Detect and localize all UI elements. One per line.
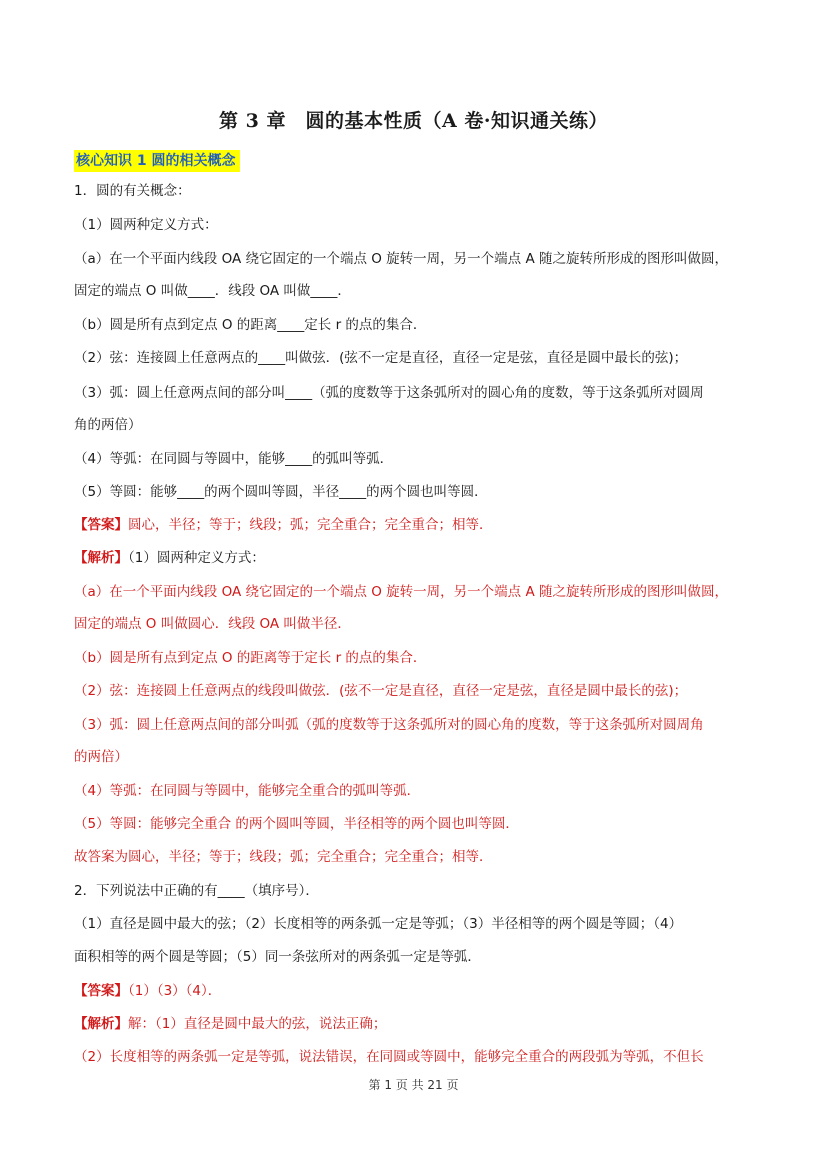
q2-analysis-head bbox=[74, 1013, 764, 1035]
answer-tag: 【答案】 bbox=[74, 983, 128, 999]
analysis-tag: 【解析】 bbox=[74, 550, 128, 566]
section-heading: 核心知识 1 圆的相关概念 bbox=[74, 150, 240, 172]
q1-analysis-head bbox=[74, 547, 764, 569]
analysis-text: 解：（1）直径是圆中最大的弦，说法正确； bbox=[128, 1016, 387, 1032]
q1-conclusion: 故答案为圆心，半径；等于；线段；弧；完全重合；完全重合；相等． bbox=[74, 849, 493, 865]
q1-line: （a）在一个平面内线段 OA 绕它固定的一个端点 O 旋转一周，另一个端点 A 随之旋转所形成的图形叫做圆， bbox=[74, 251, 729, 267]
q1-analysis-line: （4）等弧：在同圆与等圆中，能够完全重合的弧叫等弧． bbox=[74, 783, 421, 799]
q1-analysis-line: （3）弧：圆上任意两点间的部分叫弧（弧的度数等于这条弧所对的圆心角的度数，等于这条弧所对圆周角 bbox=[74, 717, 704, 733]
q1-analysis-line: 的两倍） bbox=[74, 749, 128, 765]
answer-tag: 【答案】 bbox=[74, 517, 128, 533]
page-footer: 第 1 页 共 21 页 bbox=[368, 1078, 459, 1092]
q1-analysis-line: （5）等圆：能够完全重合 的两个圆叫等圆，半径相等的两个圆也叫等圆． bbox=[74, 816, 519, 832]
q1-analysis-line: （2）弦：连接圆上任意两点的线段叫做弦．(弦不一定是直径，直径一定是弦，直径是圆中最长的弦)； bbox=[74, 683, 688, 699]
q1-line: （b）圆是所有点到定点 O 的距离____定长 r 的点的集合． bbox=[74, 317, 427, 333]
q1-line: （3）弧：圆上任意两点间的部分叫____（弧的度数等于这条弧所对的圆心角的度数，等于这条弧所对圆周 bbox=[74, 385, 704, 401]
analysis-text: （1）圆两种定义方式： bbox=[128, 550, 265, 566]
answer-text: 圆心，半径；等于；线段；弧；完全重合；完全重合；相等． bbox=[128, 517, 493, 533]
analysis-tag: 【解析】 bbox=[74, 1016, 128, 1032]
q1-line: （5）等圆：能够____的两个圆叫等圆，半径____的两个圆也叫等圆． bbox=[74, 484, 488, 500]
q1-answer bbox=[74, 514, 764, 536]
q2-answer bbox=[74, 980, 764, 1002]
answer-text: （1）（3）（4）． bbox=[128, 983, 222, 999]
q2-line: 面积相等的两个圆是等圆；（5）同一条弦所对的两条弧一定是等弧． bbox=[74, 949, 481, 965]
q1-line: （2）弦：连接圆上任意两点的____叫做弦．(弦不一定是直径，直径一定是弦，直径是圆中最长的弦)； bbox=[74, 350, 688, 366]
q1-line: 固定的端点 O 叫做____．线段 OA 叫做____． bbox=[74, 283, 351, 299]
q1-line: （4）等弧：在同圆与等圆中，能够____的弧叫等弧． bbox=[74, 451, 394, 467]
q2-line: （1）直径是圆中最大的弦；（2）长度相等的两条弧一定是等弧；（3）半径相等的两个圆是等圆；（4） bbox=[74, 916, 683, 932]
q1-line: 角的两倍） bbox=[74, 417, 142, 433]
q2-analysis-line: （2）长度相等的两条弧一定是等弧，说法错误，在同圆或等圆中，能够完全重合的两段弧为等弧，不但长 bbox=[74, 1049, 704, 1065]
q1-analysis-line: （b）圆是所有点到定点 O 的距离等于定长 r 的点的集合． bbox=[74, 650, 427, 666]
question-1-heading: 1．圆的有关概念： bbox=[74, 183, 191, 199]
question-2-heading: 2．下列说法中正确的有____（填序号）． bbox=[74, 883, 319, 899]
q1-analysis-line: （a）在一个平面内线段 OA 绕它固定的一个端点 O 旋转一周，另一个端点 A 随之旋转所形成的图形叫做圆， bbox=[74, 584, 729, 600]
q1-line: （1）圆两种定义方式： bbox=[74, 217, 218, 233]
page-title: 第 3 章 圆的基本性质（A 卷·知识通关练） bbox=[219, 110, 608, 132]
q1-analysis-line: 固定的端点 O 叫做圆心．线段 OA 叫做半径． bbox=[74, 616, 351, 632]
